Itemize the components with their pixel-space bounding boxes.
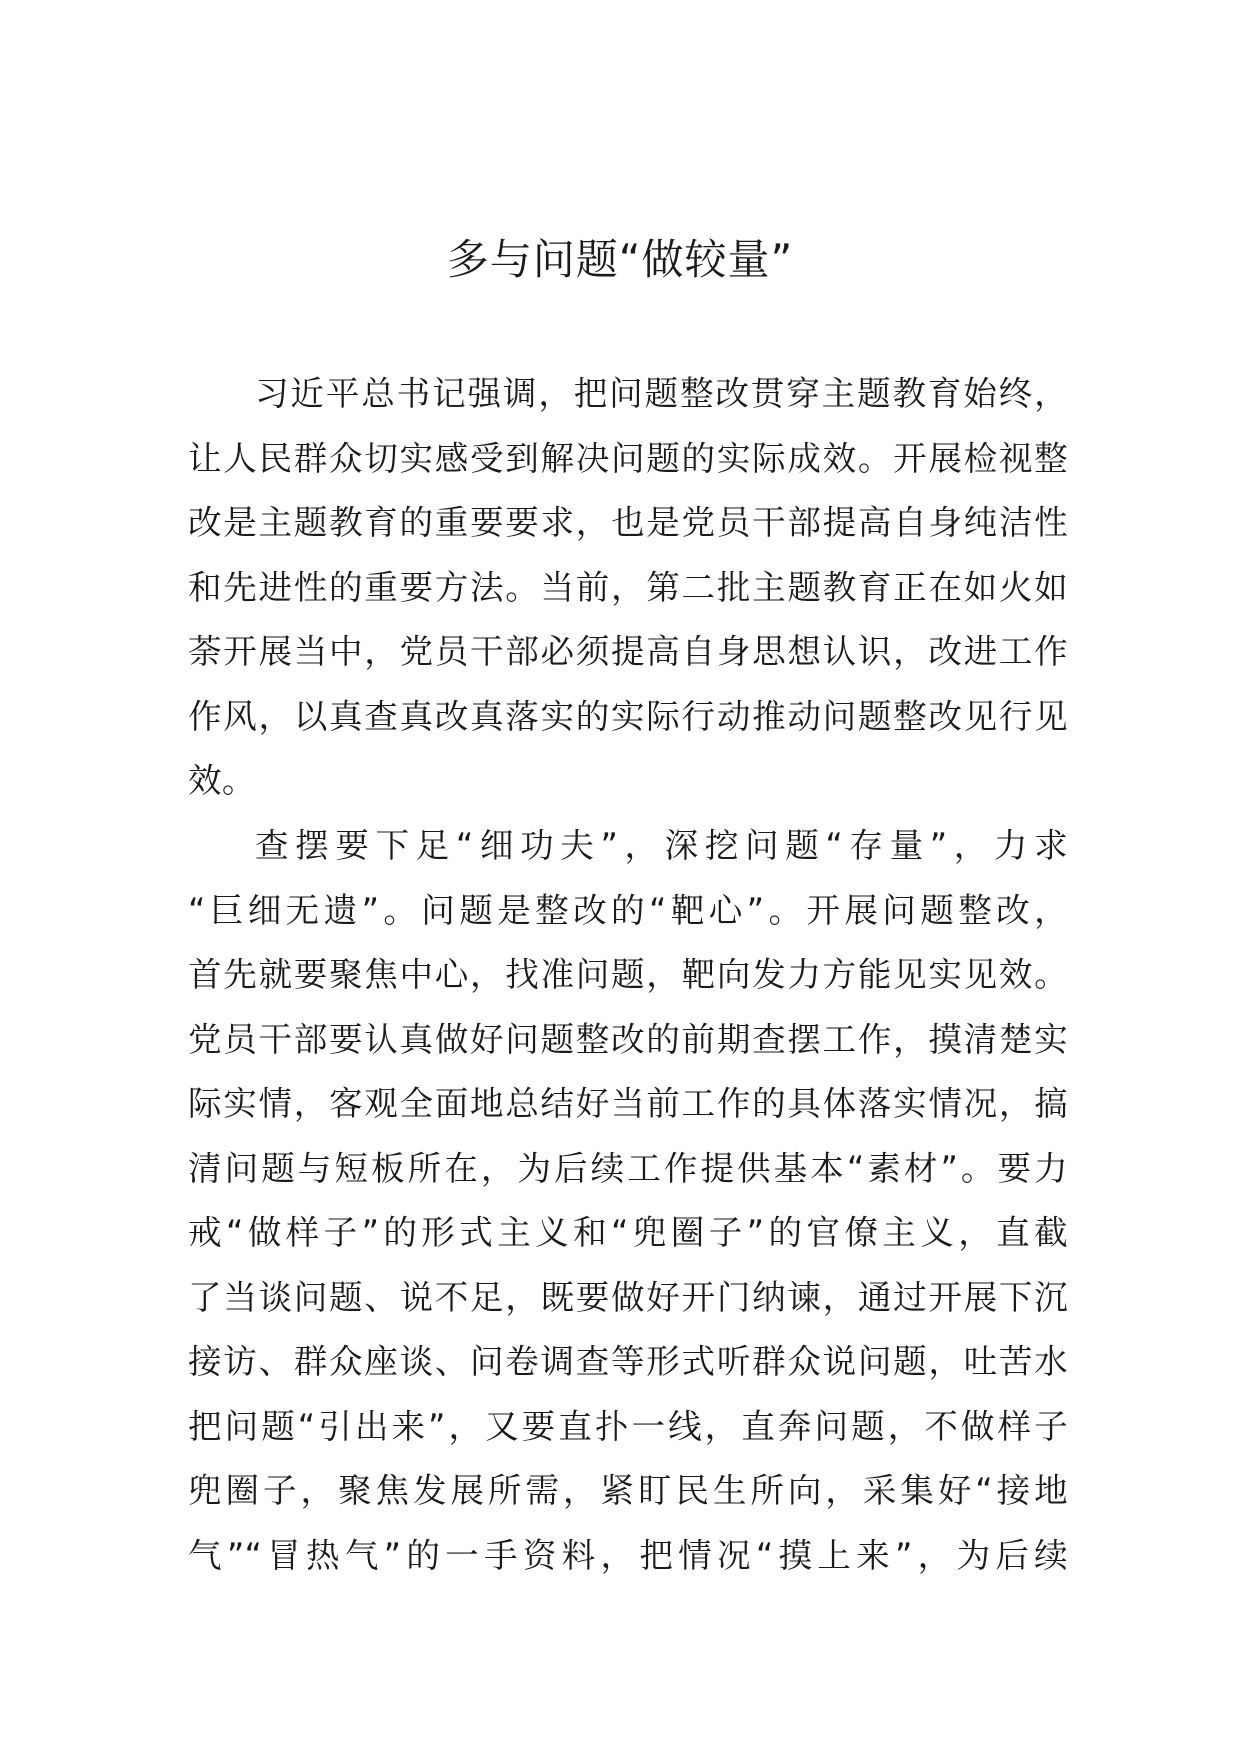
paragraph-line: 作风，以真查真改真落实的实际行动推动问题整改见行见 [188, 696, 1068, 736]
document-title: 多与问题“做较量” [446, 235, 794, 284]
paragraph-line: 把问题“引出来”，又要直扑一线，直奔问题，不做样子 [188, 1406, 1068, 1446]
paragraph-line: 效。 [188, 761, 256, 800]
paragraph-line: 了当谈问题、说不足，既要做好开门纳谏，通过开展下沉 [188, 1277, 1068, 1317]
paragraph-line: 气”“冒热气”的一手资料，把情况“摸上来”，为后续 [188, 1535, 1068, 1575]
paragraph-line: 和先进性的重要方法。当前，第二批主题教育正在如火如 [188, 567, 1068, 607]
paragraph-line: 首先就要聚焦中心，找准问题，靶向发力方能见实见效。 [188, 955, 1068, 994]
paragraph-line: 清问题与短板所在，为后续工作提供基本“素材”。要力 [188, 1148, 1068, 1188]
paragraph-line: “巨细无遗”。问题是整改的“靶心”。开展问题整改， [188, 890, 1068, 930]
paragraph-2 [188, 814, 1068, 1588]
paragraph-line: 兜圈子，聚焦发展所需，紧盯民生所向，采集好“接地 [188, 1471, 1068, 1510]
paragraph-line: 接访、群众座谈、问卷调查等形式听群众说问题，吐苦水 [188, 1342, 1068, 1381]
paragraph-line: 改是主题教育的重要要求，也是党员干部提高自身纯洁性 [188, 503, 1068, 542]
paragraph-line: 戒“做样子”的形式主义和“兜圈子”的官僚主义，直截 [188, 1213, 1068, 1252]
paragraph-1 [188, 362, 1068, 814]
paragraph-line: 党员干部要认真做好问题整改的前期查摆工作，摸清楚实 [188, 1019, 1068, 1059]
paragraph-line: 习近平总书记强调，把问题整改贯穿主题教育始终， [255, 374, 1068, 413]
paragraph-line: 际实情，客观全面地总结好当前工作的具体落实情况，搞 [188, 1084, 1068, 1123]
paragraph-line: 让人民群众切实感受到解决问题的实际成效。开展检视整 [188, 438, 1068, 478]
paragraph-line: 查摆要下足“细功夫”，深挖问题“存量”，力求 [255, 826, 1068, 865]
paragraph-line: 荼开展当中，党员干部必须提高自身思想认识，改进工作 [188, 632, 1068, 671]
